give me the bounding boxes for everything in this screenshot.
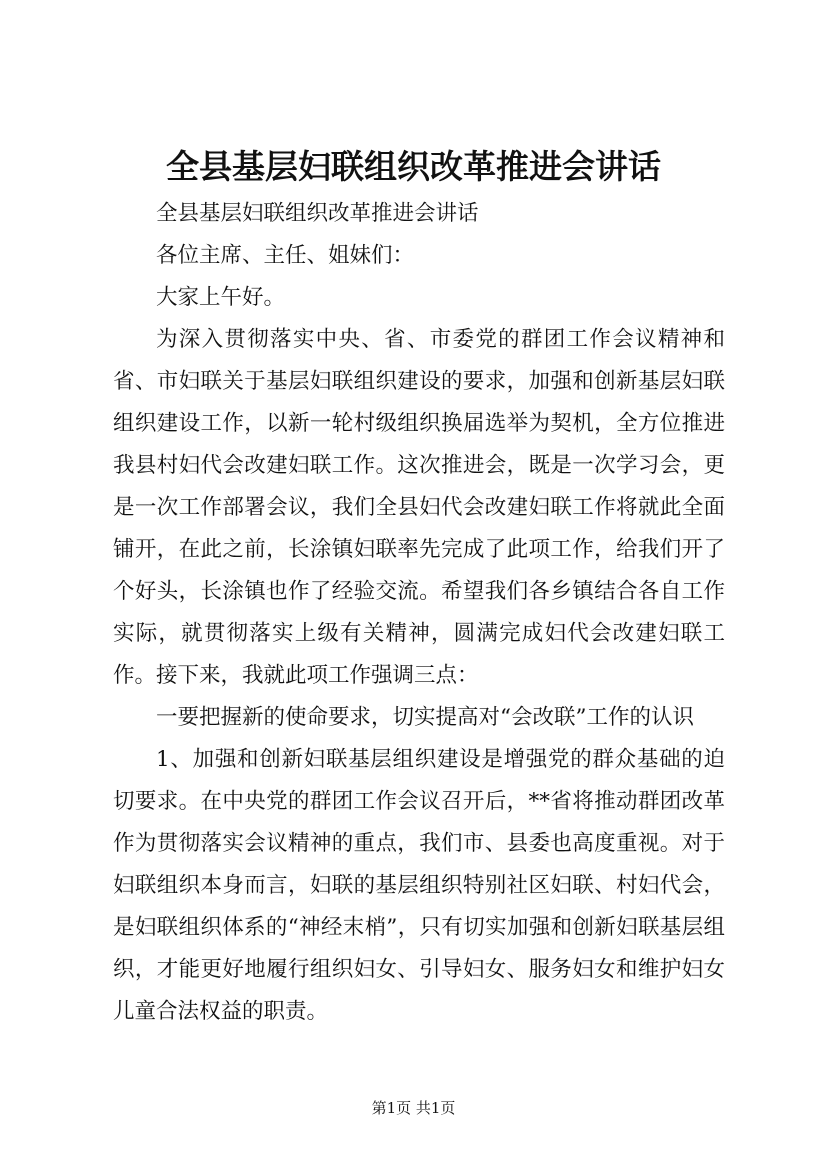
document-body <box>113 193 725 1033</box>
paragraph-subtitle: 全县基层妇联组织改革推进会讲话 <box>156 201 479 226</box>
paragraph-section-heading: 一要把握新的使命要求，切实提高对“会改联”工作的认识 <box>156 705 694 730</box>
document-title: 全县基层妇联组织改革推进会讲话 <box>166 147 661 186</box>
paragraph-point-1: 1、加强和创新妇联基层组织建设是增强党的群众基础的迫切要求。在中央党的群团工作会议召开后，**省将推动群团改革作为贯彻落实会议精神的重点，我们市、县委也高度重视。对于妇联组织本身而言，妇联的基层组织特别社区妇联、村妇代会，是妇联组织体系的“神经末梢”，只有切实加强和创新妇联基层组织，才能更好地履行组织妇女、引导妇女、服务妇女和维护妇女儿童合法权益的职责。 <box>113 747 725 1024</box>
page-footer: 第1页 共1页 <box>371 1099 456 1117</box>
paragraph-salutation: 各位主席、主任、姐妹们： <box>156 243 415 268</box>
paragraph-greeting: 大家上午好。 <box>156 285 286 310</box>
paragraph-introduction: 为深入贯彻落实中央、省、市委党的群团工作会议精神和省、市妇联关于基层妇联组织建设的要求，加强和创新基层妇联组织建设工作，以新一轮村级组织换届选举为契机，全方位推进我县村妇代会改建妇联工作。这次推进会，既是一次学习会，更是一次工作部署会议，我们全县妇代会改建妇联工作将就此全面铺开，在此之前，长涂镇妇联率先完成了此项工作，给我们开了个好头，长涂镇也作了经验交流。希望我们各乡镇结合各自工作实际，就贯彻落实上级有关精神，圆满完成妇代会改建妇联工作。接下来，我就此项工作强调三点： <box>113 327 725 688</box>
